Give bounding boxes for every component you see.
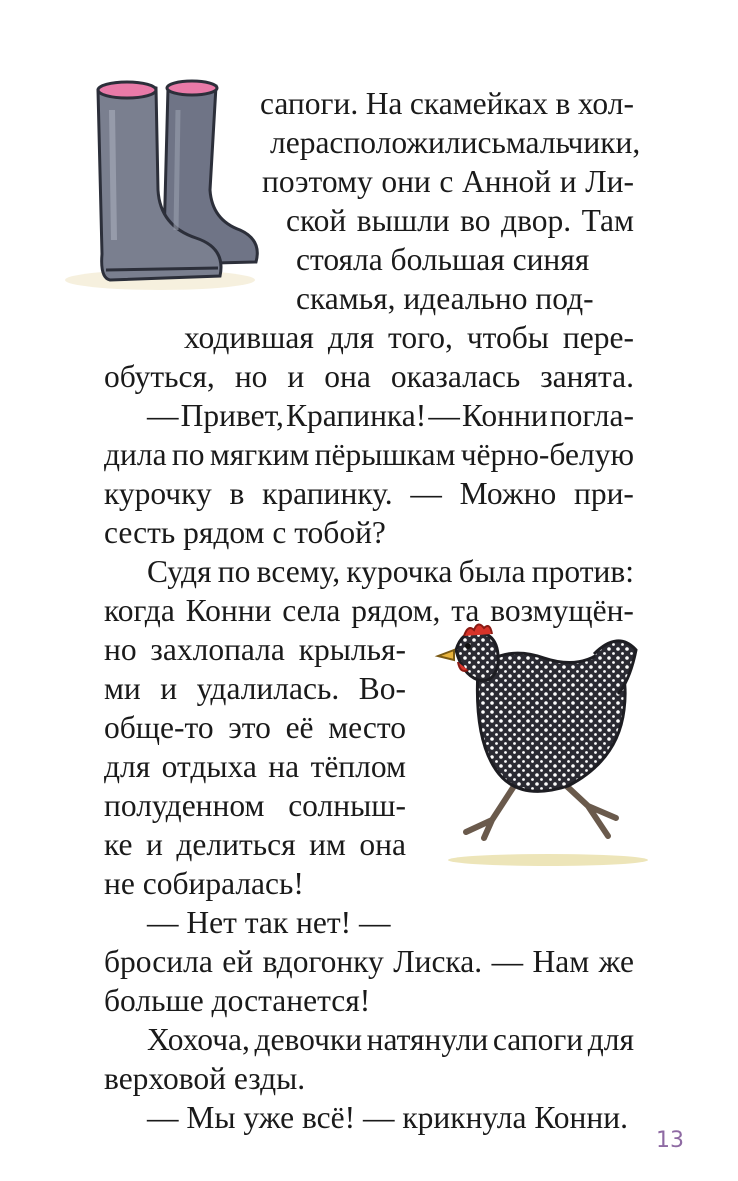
word: занята. (540, 359, 634, 394)
word: по (217, 554, 251, 589)
word: полуденном (104, 788, 265, 823)
word: в (555, 86, 571, 121)
word: место (328, 710, 406, 745)
text-line (147, 552, 634, 592)
word: для (587, 1022, 634, 1057)
word: двор. (501, 203, 572, 238)
word: сапоги (492, 1022, 584, 1057)
word: обуться, (104, 359, 215, 394)
word: — (428, 398, 460, 433)
text-line (270, 123, 641, 163)
word: она (359, 827, 406, 862)
text-line (104, 747, 406, 787)
text-line: — Нет так нет! — (147, 905, 391, 940)
word: девочки (254, 1022, 363, 1057)
word: курочку (104, 476, 212, 511)
word: расположились (299, 125, 506, 160)
word: при- (573, 476, 634, 511)
word: крапинку. (262, 476, 393, 511)
word: во (460, 203, 491, 238)
text-line (104, 435, 634, 475)
word: ке (104, 827, 133, 862)
word: обще-то (104, 710, 214, 745)
text-line (104, 708, 406, 748)
word: это (228, 710, 271, 745)
text-line: стояла большая синяя (296, 242, 590, 277)
word: удалилась. (196, 671, 340, 706)
word: пере- (562, 320, 634, 355)
word: Ли- (585, 164, 634, 199)
word: вдогонку (262, 944, 384, 979)
word: для (104, 749, 151, 784)
word: погла- (549, 398, 634, 433)
word: крылья- (298, 632, 406, 667)
word: того, (388, 320, 453, 355)
text-line: верховой езды. (104, 1061, 306, 1096)
word: дила (104, 437, 167, 472)
word: ходившая (184, 320, 314, 355)
word: отдыха (161, 749, 257, 784)
word: Лиска. (393, 944, 483, 979)
text-line (104, 630, 406, 670)
word: натянули (366, 1022, 489, 1057)
word: поэтому (262, 164, 373, 199)
text-line (184, 318, 634, 358)
text-line (260, 84, 634, 124)
word: Нам (532, 944, 590, 979)
text-line (147, 1020, 634, 1060)
word: Анной (462, 164, 552, 199)
word: На (365, 86, 403, 121)
text-line (104, 591, 634, 631)
word: та (451, 593, 480, 628)
word: чёрно-белую (460, 437, 634, 472)
text-line (104, 474, 634, 514)
word: в (229, 476, 245, 511)
word: чтобы (466, 320, 549, 355)
word: ской (286, 203, 347, 238)
text-line (286, 201, 634, 241)
text-line (104, 669, 406, 709)
word: когда (104, 593, 175, 628)
word: на (268, 749, 300, 784)
word: Во- (358, 671, 406, 706)
word: Крапинка! (286, 398, 427, 433)
word: мальчики, (505, 125, 641, 160)
word: ми (104, 671, 141, 706)
word: по (171, 437, 205, 472)
word: сапоги. (260, 86, 359, 121)
word: против: (531, 554, 634, 589)
word: она (324, 359, 371, 394)
text-line: скамья, идеально под- (296, 281, 594, 316)
word: возмущён- (490, 593, 634, 628)
text-line: — Мы уже всё! — крикнула Конни. (147, 1100, 629, 1135)
word: для (327, 320, 375, 355)
word: пёрышкам (314, 437, 456, 472)
word: и (287, 359, 305, 394)
word: Там (581, 203, 634, 238)
word: Привет, (180, 398, 284, 433)
word: захлопала (150, 632, 285, 667)
word: оказалась (390, 359, 521, 394)
word: Конни (461, 398, 548, 433)
word: им (309, 827, 346, 862)
text-line (104, 357, 634, 397)
word: но (104, 632, 137, 667)
speckled-hen-illustration (408, 610, 648, 880)
word: её (285, 710, 314, 745)
word: мягким (209, 437, 310, 472)
word: скамейках (409, 86, 549, 121)
page-number: 13 (656, 1128, 684, 1153)
text-line (104, 825, 406, 865)
text-line: сесть рядом с тобой? (104, 515, 386, 550)
word: но (234, 359, 268, 394)
word: солныш- (288, 788, 406, 823)
word: Хохоча, (147, 1022, 250, 1057)
word: — (491, 944, 524, 979)
word: же (598, 944, 634, 979)
word: и (160, 671, 178, 706)
word: — (410, 476, 442, 511)
word: тёплом (310, 749, 406, 784)
word: ей (222, 944, 254, 979)
text-line: не собиралась! (104, 866, 304, 901)
word: рядом, (351, 593, 441, 628)
word: они (381, 164, 431, 199)
word: бросила (104, 944, 213, 979)
word: и (559, 164, 577, 199)
word: и (146, 827, 163, 862)
word: хол- (577, 86, 634, 121)
word: — (147, 398, 179, 433)
word: Конни (185, 593, 272, 628)
text-line (104, 786, 406, 826)
word: ле (270, 125, 300, 160)
word: делиться (176, 827, 296, 862)
text-line (262, 162, 634, 202)
text-line: больше достанется! (104, 983, 371, 1018)
text-line (104, 942, 634, 982)
word: Можно (459, 476, 557, 511)
word: была (458, 554, 526, 589)
rubber-boots-illustration (40, 40, 270, 310)
text-line (147, 396, 634, 436)
word: курочка (346, 554, 453, 589)
word: села (282, 593, 341, 628)
word: с (439, 164, 454, 199)
word: всему, (256, 554, 341, 589)
word: вышли (356, 203, 450, 238)
word: Судя (147, 554, 212, 589)
